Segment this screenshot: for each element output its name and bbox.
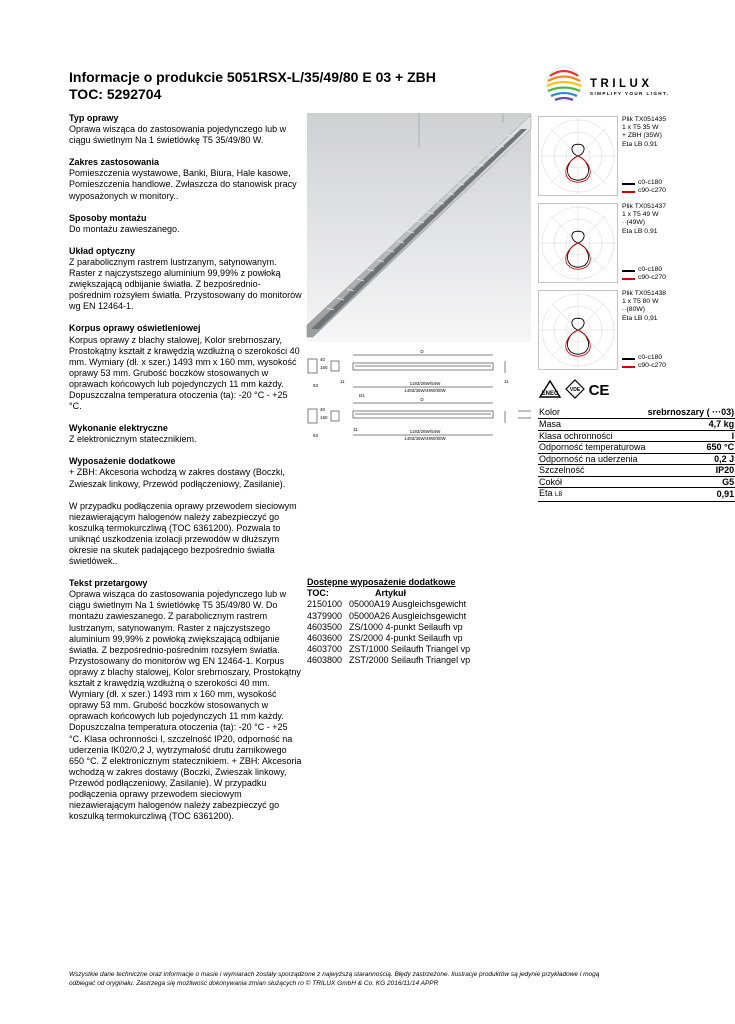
section-housing	[69, 323, 302, 412]
title-line-toc: TOC: 5292704	[69, 86, 162, 102]
legend-c90: c90-c270	[622, 274, 666, 282]
section-optics	[69, 246, 302, 313]
ldc-eta: Eta LB 0,91	[622, 314, 658, 322]
spec-row-mass	[538, 419, 735, 431]
spec-label: Cokół	[538, 476, 647, 488]
dimension-drawing	[305, 347, 531, 447]
accessory-row: 4379900 05000A26 Ausgleichsgewicht	[307, 610, 467, 621]
section-heading: Wyposażenie dodatkowe	[69, 456, 176, 467]
legend-c90: c90-c270	[622, 187, 666, 195]
spec-value: G5	[647, 476, 735, 488]
enec-mark-icon	[538, 379, 562, 399]
spec-value: srebrnoszary ( ···03)	[647, 407, 735, 418]
ldc-lamp: 1 x T5 35 W	[622, 124, 659, 132]
dim-width-label: 160	[320, 365, 328, 370]
section-heading: Korpus oprawy oświetleniowej	[69, 323, 201, 334]
ldc-variant: ··(49W)	[622, 219, 646, 227]
accessories-title: Dostępne wyposażenie dodatkowe	[307, 577, 456, 587]
legend-c0: c0-c180	[622, 354, 666, 362]
logo-wordmark: TRILUX	[590, 78, 653, 90]
section-type	[69, 113, 302, 146]
section-tender-text	[69, 578, 302, 822]
section-note	[69, 501, 302, 568]
ldc-file: Plik TX051438	[622, 290, 667, 297]
spec-value: IP20	[647, 465, 735, 477]
spec-row-base	[538, 476, 735, 488]
ldc-file: Plik TX051435	[622, 116, 667, 123]
accessories-header	[307, 588, 527, 599]
dim-11-label: 11	[340, 379, 345, 384]
ldc-lamp: 1 x T5 80 W	[622, 298, 659, 306]
dim-edge-label-2: 40	[320, 407, 326, 412]
ldc-info-35w	[622, 116, 702, 149]
dim-d1-label: D1	[359, 393, 365, 398]
section-body: Oprawa wisząca do zastosowania pojedynczego lub w ciągu świetlnym Na 1 świetlówkę T5 35/49/80 W.	[69, 124, 287, 146]
ce-mark-icon	[588, 379, 610, 399]
dim-length-a-2: 1193/28W/54W	[409, 429, 441, 434]
spec-value: 650 °C	[647, 442, 735, 454]
ldc-file: Plik TX051437	[622, 203, 667, 210]
section-body: Z parabolicznym rastrem lustrzanym, satynowanym. Raster z najczystszego aluminium 99,99% z powłoką zwiększającą odbijanie światła. Z bezpośrednio-pośrednim rozsyłem światła. Przystosowany do monitorów wg EN 12464-1.	[69, 256, 302, 312]
ldc-diagram-49w	[538, 203, 618, 283]
spec-row-impact	[538, 453, 735, 465]
section-accessories	[69, 456, 302, 489]
legend-c0: c0-c180	[622, 266, 666, 274]
specifications-table	[538, 407, 735, 502]
trilux-logo	[540, 64, 700, 104]
accessory-row: 4603600 ZS/2000 4-punkt Seilaufh vp	[307, 633, 463, 644]
section-body: Z elektronicznym statecznikiem.	[69, 434, 197, 445]
accessory-row: 2150100 05000A19 Ausgleichsgewicht	[307, 599, 467, 610]
section-application	[69, 157, 302, 201]
ldc-info-49w	[622, 203, 702, 236]
ldc-variant: + ZBH (35W)	[622, 132, 662, 140]
section-body: Oprawa wisząca do zastosowania pojedynczego lub w ciągu świetlnym Na 1 świetlówkę T5 35/49/80 W. Do montażu zawieszanego. Z parabolicznym rastrem lustrzanym, satynowanym. Raster z najczystszego aluminium 99,99% z powłoką zwiększającą odbijanie światła. Z bezpośrednio-pośrednim rozsyłem światła. Przystosowany do monitorów wg EN 12464-1. Korpus oprawy z blachy stalowej, Kolor srebrnoszary, Prostokątny kształt z krawędzią wzdłużną o szerokości 40 mm. Wymiary (dł. x szer.) 1493 mm x 160 mm, wysokość oprawy 53 mm. Grubość boczków stosowanych w oprawach końcowych lub pojedynczych 11 mm każdy. Dopuszczalna temperatura otoczenia (ta): -20 °C - +25 °C. Klasa ochronności I, szczelność IP20, odporność na uderzenia IK02/0,2 J, wytrzymałość drutu żarnikowego 650 °C. Z elektronicznym statecznikiem. + ZBH: Akcesoria wchodzą w zakres dostawy (Boczki, Zwieszak linkowy, Przewód podłączeniowy, Zasilanie). W przypadku podłączenia oprawy przewodem sieciowym niezawierającym halogenów należy zabezpieczyć go koszulką termokurczliwą (TOC 6361200).	[69, 589, 302, 822]
spec-row-eta	[538, 488, 735, 502]
legend-c0: c0-c180	[622, 179, 666, 187]
ldc-diagram-35w	[538, 116, 618, 196]
section-mounting	[69, 213, 302, 235]
dim-11-label-right: 11	[504, 379, 509, 384]
logo-sphere-icon	[540, 64, 588, 104]
ldc-eta: Eta LB 0,91	[622, 227, 658, 235]
svg-text:ENEC: ENEC	[541, 391, 559, 397]
dim-length-a: 1193/28W/54W	[409, 381, 441, 386]
spec-row-protection-class	[538, 430, 735, 442]
spec-label: Masa	[538, 419, 647, 431]
col-article-header: Artykuł	[375, 588, 407, 599]
spec-row-glow-wire	[538, 442, 735, 454]
col-toc-header: TOC:	[307, 588, 329, 599]
spec-label: Eta LB	[538, 488, 647, 502]
ldc-legend-49w	[622, 266, 666, 283]
dim-width-label-2: 160	[320, 415, 328, 420]
dim-height-label-2: 53	[313, 433, 319, 438]
spec-value: 0,2 J	[647, 453, 735, 465]
dim-d-label-2: D	[420, 397, 424, 402]
vde-mark-icon	[565, 379, 585, 399]
spec-value: 4,7 kg	[647, 419, 735, 431]
spec-row-ip	[538, 465, 735, 477]
section-heading: Układ optyczny	[69, 245, 136, 256]
ldc-info-80w	[622, 290, 702, 323]
section-body: + ZBH: Akcesoria wchodzą w zakres dostawy (Boczki, Zwieszak linkowy, Przewód podłączeniowy, Zasilanie).	[69, 467, 286, 489]
spec-label: Kolor	[538, 407, 647, 419]
accessories-list	[307, 577, 527, 667]
dim-11-label-2: 11	[353, 427, 358, 432]
page-title	[69, 69, 519, 103]
dim-length-b: 1493/35W/49W/80W	[404, 388, 446, 393]
spec-label: Klasa ochronności	[538, 430, 647, 442]
dim-height-label: 53	[313, 383, 319, 388]
section-heading: Sposoby montażu	[69, 212, 147, 223]
footer-line: Wszystkie dane techniczne oraz informacje o masie i wymiarach zostały sporządzone z najwyższą starannością. Błędy zastrzeżone. Ilustracje produktów są jedynie przykładowe i mogą	[69, 971, 600, 978]
svg-text:CE: CE	[588, 382, 610, 399]
product-description	[69, 113, 302, 833]
logo-tagline: SIMPLIFY YOUR LIGHT.	[590, 91, 670, 96]
section-heading: Wykonanie elektryczne	[69, 423, 168, 434]
section-body: Pomieszczenia wystawowe, Banki, Biura, Hale kasowe, Pomieszczenia handlowe. Zwłaszcza do stanowisk pracy wyposażonych w monitory..	[69, 168, 297, 201]
ldc-legend-35w	[622, 179, 666, 196]
product-photo	[307, 113, 531, 342]
spec-label: Odporność na uderzenia	[538, 453, 647, 465]
accessory-row: 4603800 ZST/2000 Seilaufh Triangel vp	[307, 655, 471, 666]
dim-d-label: D	[420, 349, 424, 354]
ldc-lamp: 1 x T5 49 W	[622, 211, 659, 219]
spec-row-color	[538, 407, 735, 419]
legend-c90: c90-c270	[622, 362, 666, 370]
accessory-row: 4603700 ZST/1000 Seilaufh Triangel vp	[307, 644, 471, 655]
section-heading: Tekst przetargowy	[69, 578, 148, 589]
ldc-variant: ··(80W)	[622, 306, 646, 314]
section-body: Do montażu zawieszanego.	[69, 223, 180, 234]
section-heading: Zakres zastosowania	[69, 157, 160, 168]
section-body: W przypadku podłączenia oprawy przewodem sieciowym niezawierającym halogenów należy zabezpieczyć go koszulką termokurczliwą (TOC 6361200). Pozwala to uniknąć uszkodzenia izolacji przewodów w dłuższym okresie na skutek padającego bezpośrednio światła świetlówek..	[69, 500, 297, 567]
ldc-diagram-80w	[538, 290, 618, 370]
accessory-row: 4603500 ZS/1000 4-punkt Seilaufh vp	[307, 621, 463, 632]
section-electrical	[69, 423, 302, 445]
section-body: Korpus oprawy z blachy stalowej, Kolor srebrnoszary, Prostokątny kształt z krawędzią wzdłużną o szerokości 40 mm. Wymiary (dł. x szer.) 1493 mm x 160 mm, wysokość oprawy 53 mm. Grubość boczków stosowanych w oprawach końcowych lub pojedynczych 11 mm każdy. Dopuszczalna temperatura otoczenia (ta): -20 °C - +25 °C.	[69, 334, 300, 412]
ldc-legend-80w	[622, 354, 666, 371]
svg-text:VDE: VDE	[569, 387, 581, 393]
spec-value: I	[647, 430, 735, 442]
spec-label: Szczelność	[538, 465, 647, 477]
spec-value: 0,91	[647, 488, 735, 502]
title-line-product: Informacje o produkcie 5051RSX-L/35/49/80 E 03 + ZBH	[69, 69, 436, 85]
dim-edge-label: 40	[320, 357, 326, 362]
ldc-eta: Eta LB 0,91	[622, 140, 658, 148]
section-heading: Typ oprawy	[69, 113, 119, 123]
footer-disclaimer	[69, 970, 679, 988]
certification-marks	[538, 378, 610, 400]
dim-length-b-2: 1493/35W/49W/80W	[404, 436, 446, 441]
spec-label: Odporność temperaturowa	[539, 442, 646, 452]
footer-line: odbiegać od oryginału. Zastrzega się możliwość dokonywania zmian służących ro © TRILUX GmbH & Co. KG 2016/11/14 APPR	[69, 980, 439, 987]
